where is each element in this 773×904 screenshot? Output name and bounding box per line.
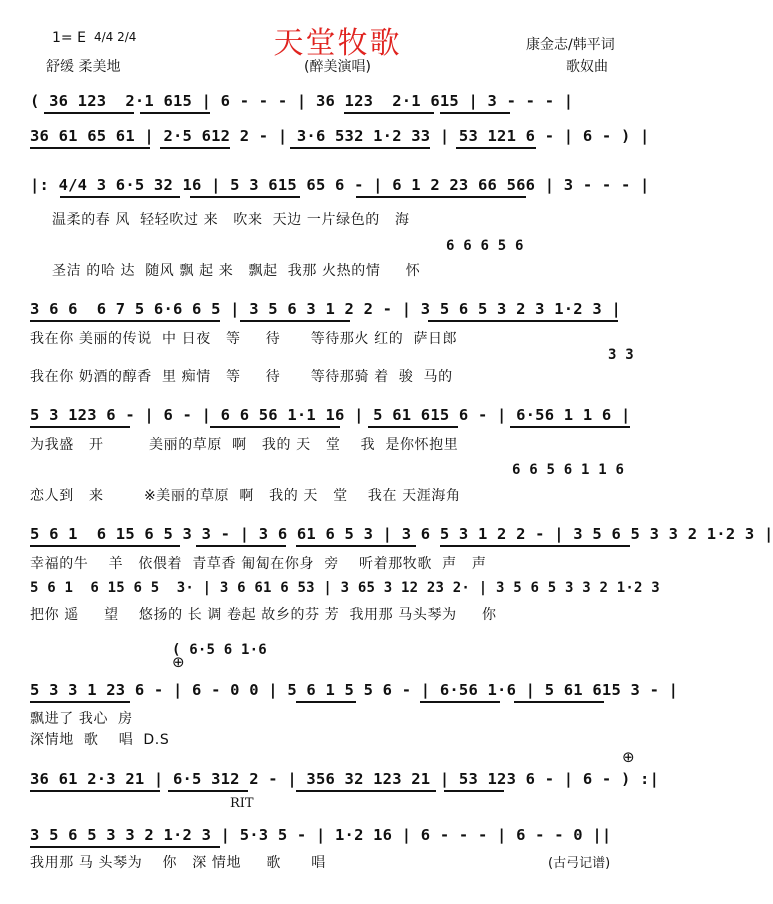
coda-symbol: ⊕ xyxy=(622,748,635,766)
melody-line: 5 3 3 1 23 6 - | 6 - 0 0 | 5 6 1 5 5 6 - | 6·56 1·6 | 5 61 615 3 - | xyxy=(30,681,679,699)
melody-line: 3 5 6 5 3 3 2 1·2 3 | 5·3 5 - | 1·2 16 | 6 - - - | 6 - - 0 || xyxy=(30,826,612,844)
lyric-line: 我用那 马 头琴为 你 深 情地 歌 唱 xyxy=(30,855,326,871)
melody-line: 5 6 1 6 15 6 5 3 3 - | 3 6 61 6 5 3 | 3 6 5 3 1 2 2 - | 3 5 6 5 3 3 2 1·2 3 | xyxy=(30,525,773,543)
melody-variant: 5 6 1 6 15 6 5 3· | 3 6 61 6 53 | 3 65 3 12 23 2· | 3 5 6 5 3 3 2 1·2 3 xyxy=(30,580,660,596)
lyric-line: 恋人到 来 ※美丽的草原 啊 我的 天 堂 我在 天涯海角 xyxy=(30,488,461,504)
lyric-line: 我在你 奶酒的醇香 里 痴情 等 待 等待那骑 着 骏 马的 xyxy=(30,369,453,385)
ritardando-mark: RIT xyxy=(230,796,254,811)
lyric-line: 我在你 美丽的传说 中 日夜 等 待 等待那火 红的 萨日郎 xyxy=(30,331,458,347)
melody-line: |: 4/4 3 6·5 32 16 | 5 3 615 65 6 - | 6 1 2 23 66 566 | 3 - - - | xyxy=(30,176,650,194)
lyric-line: 深情地 歌 唱 D.S xyxy=(30,732,170,748)
lyric-line: 幸福的牛 羊 依偎着 青草香 匍匐在你身 旁 听着那牧歌 声 声 xyxy=(30,556,487,572)
melody-line: 36 61 2·3 21 | 6·5 312 2 - | 356 32 123 21 | 53 123 6 - | 6 - ) :| xyxy=(30,770,660,788)
composer-credit: 歌奴曲 xyxy=(566,59,608,75)
melody-variant: 6 6 6 5 6 xyxy=(446,238,524,254)
lyric-line: 把你 遥 望 悠扬的 长 调 卷起 故乡的芬 芳 我用那 马头琴为 你 xyxy=(30,607,497,623)
melody-line: ( 36 123 2·1 615 | 6 - - - | 36 123 2·1 615 | 3 - - - | xyxy=(30,92,574,110)
melody-variant: ( 6·5 6 1·6 xyxy=(172,642,267,658)
lyric-line: 为我盛 开 美丽的草原 啊 我的 天 堂 我 是你怀抱里 xyxy=(30,437,459,453)
performer-subtitle: (醉美演唱) xyxy=(304,59,371,75)
lyricist-credit: 康金志/韩平词 xyxy=(526,37,615,53)
coda-symbol: ⊕ xyxy=(172,653,185,671)
melody-line: 3 6 6 6 7 5 6·6 6 5 | 3 5 6 3 1 2 2 - | 3 5 6 5 3 2 3 1·2 3 | xyxy=(30,300,621,318)
melody-line: 5 3 123 6 - | 6 - | 6 6 56 1·1 16 | 5 61 615 6 - | 6·56 1 1 6 | xyxy=(30,406,631,424)
lyric-line: 温柔的春 风 轻轻吹过 来 吹来 天边 一片绿色的 海 xyxy=(52,212,410,228)
tempo-marking: 舒缓 柔美地 xyxy=(46,59,121,75)
notation-credit: (古弓记谱) xyxy=(548,856,611,871)
time-signature: 4/4 2/4 xyxy=(94,30,137,44)
song-title: 天堂牧歌 xyxy=(273,26,402,61)
melody-line: 36 61 65 61 | 2·5 612 2 - | 3·6 532 1·2 33 | 53 121 6 - | 6 - ) | xyxy=(30,127,650,145)
melody-variant: 6 6 5 6 1 1 6 xyxy=(512,462,625,478)
melody-variant: 3 3 xyxy=(608,347,634,363)
lyric-line: 圣洁 的哈 达 随风 飘 起 来 飘起 我那 火热的情 怀 xyxy=(52,263,421,279)
key-signature: 1= E xyxy=(52,30,86,46)
lyric-line: 飘进了 我心 房 xyxy=(30,711,133,727)
